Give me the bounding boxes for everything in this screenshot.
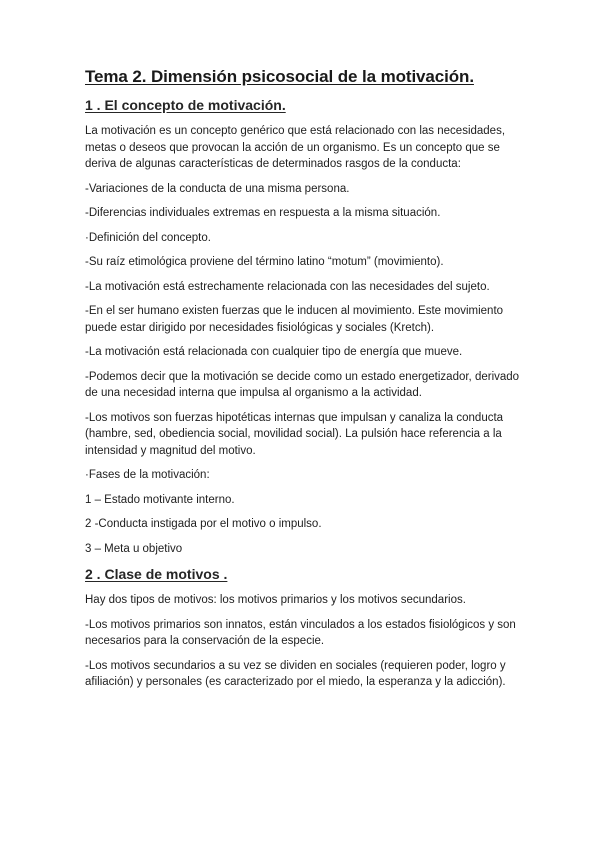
paragraph: -Los motivos son fuerzas hipotéticas internas que impulsan y canaliza la conducta (hambre, sed, obediencia social, movilidad social). La pulsión hace referencia a la intensidad y magnitud del motivo. <box>85 411 504 457</box>
section-heading-clase-motivos: 2 . Clase de motivos . <box>85 566 228 582</box>
section-heading-concepto: 1 . El concepto de motivación. <box>85 97 286 113</box>
paragraph: -En el ser humano existen fuerzas que le inducen al movimiento. Este movimiento puede estar dirigido por necesidades fisiológicas y sociales (Kretch). <box>85 305 504 334</box>
paragraph: -Su raíz etimológica proviene del término latino “motum” (movimiento). <box>85 256 444 268</box>
paragraph: -La motivación está relacionada con cualquier tipo de energía que mueve. <box>85 346 463 358</box>
list-item: 3 – Meta u objetivo <box>85 542 183 555</box>
paragraph: -Variaciones de la conducta de una misma persona. <box>85 182 350 195</box>
paragraph: -Podemos decir que la motivación se decide como un estado energetizador, derivado de una necesidad interna que impulsa al organismo a la actividad. <box>85 370 520 399</box>
paragraph: -Los motivos primarios son innatos, están vinculados a los estados fisiológicos y son necesarios para la conservación de la especie. <box>85 618 516 647</box>
paragraph: ·Definición del concepto. <box>85 231 211 244</box>
paragraph: -Los motivos secundarios a su vez se dividen en sociales (requieren poder, logro y afiliación) y personales (es caracterizado por el miedo, la esperanza y la adicción). <box>85 659 506 688</box>
paragraph: La motivación es un concepto genérico que está relacionado con las necesidades, metas o deseos que provocan la acción de un organismo. Es un concepto que se deriva de algunas características de determinados rasgos de la conducta: <box>85 125 506 170</box>
paragraph: ·Fases de la motivación: <box>85 469 210 481</box>
paragraph: -La motivación está estrechamente relacionada con las necesidades del sujeto. <box>85 280 490 293</box>
paragraph: -Diferencias individuales extremas en respuesta a la misma situación. <box>85 207 441 219</box>
document-title: Tema 2. Dimensión psicosocial de la motivación. <box>85 67 474 86</box>
paragraph: Hay dos tipos de motivos: los motivos primarios y los motivos secundarios. <box>85 594 466 606</box>
list-item: 1 – Estado motivante interno. <box>85 493 235 506</box>
list-item: 2 -Conducta instigada por el motivo o impulso. <box>85 518 322 530</box>
document-page <box>85 66 525 699</box>
